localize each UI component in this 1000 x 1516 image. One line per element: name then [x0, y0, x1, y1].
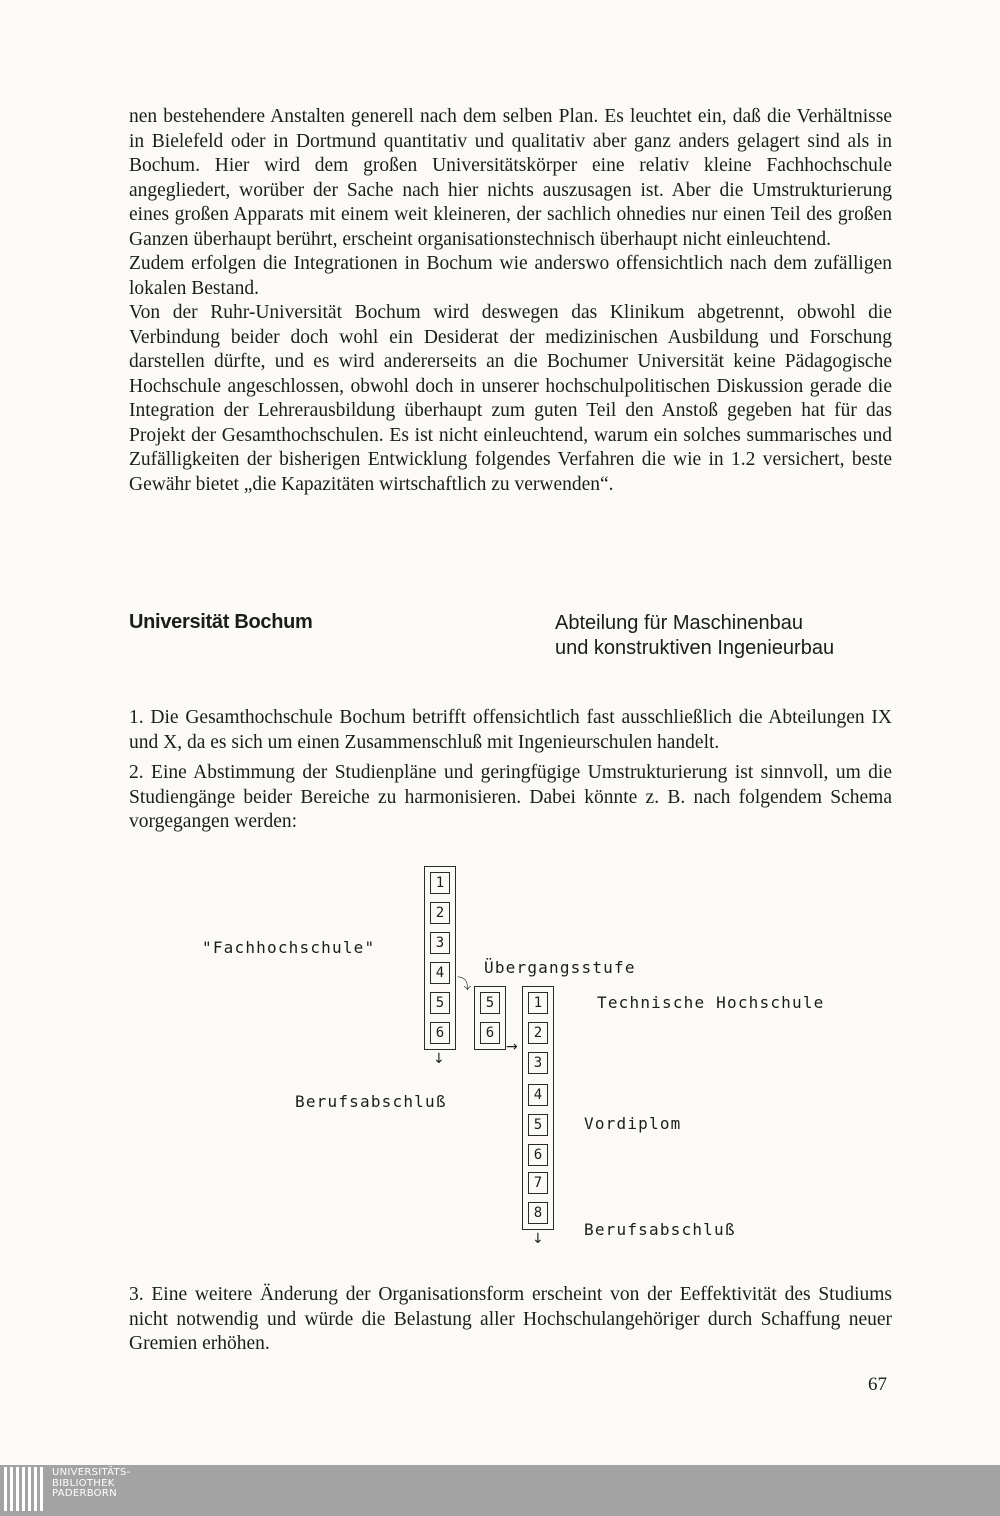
- fh-semester-box: 4: [430, 962, 450, 984]
- point-1: [129, 706, 892, 755]
- fh-semester-box: 6: [430, 1022, 450, 1044]
- technische-hochschule-label: Technische Hochschule: [597, 993, 825, 1012]
- transition-semester-box: 5: [480, 992, 500, 1014]
- fh-semester-box: 2: [430, 902, 450, 924]
- fachhochschule-label: "Fachhochschule": [202, 938, 376, 957]
- library-name-line-1: UNIVERSITÄTS-: [52, 1467, 131, 1478]
- department-line-1: Abteilung für Maschinenbau: [555, 612, 803, 634]
- th-semester-box: 6: [528, 1144, 548, 1166]
- library-name-line-3: PADERBORN: [52, 1488, 117, 1499]
- transition-arrow-icon: ⤵: [457, 977, 471, 993]
- point-1-text: 1. Die Gesamthochschule Bochum betrifft offensichtlich fast ausschließlich die Abteilungen IX und X, da es sich um einen Zusammenschluß mit Ingenieurschulen handelt.: [129, 707, 892, 753]
- th-semester-box: 1: [528, 992, 548, 1014]
- section-heading-department: [555, 611, 834, 661]
- library-name: [52, 1468, 131, 1500]
- transition-semester-box: 6: [480, 1022, 500, 1044]
- fh-semester-box: 5: [430, 992, 450, 1014]
- th-entry-arrow-icon: →: [506, 1039, 518, 1055]
- th-semester-box: 7: [528, 1172, 548, 1194]
- body-text-top: [129, 105, 892, 497]
- library-logo-icon: [0, 1467, 48, 1513]
- library-name-line-2: BIBLIOTHEK: [52, 1477, 115, 1489]
- library-footer: [0, 1465, 1000, 1516]
- uebergangsstufe-label: Übergangsstufe: [484, 958, 636, 977]
- department-line-2: und konstruktiven Ingenieurbau: [555, 637, 835, 659]
- fh-semester-box: 3: [430, 932, 450, 954]
- berufsabschluss-fh-label: Berufsabschluß: [295, 1092, 447, 1111]
- th-semester-box: 5: [528, 1114, 548, 1136]
- th-semester-box: 8: [528, 1202, 548, 1224]
- fh-semester-box: 1: [430, 872, 450, 894]
- paragraph-3: Von der Ruhr-Universität Bochum wird deswegen das Klinikum abgetrennt, obwohl die Verbindung beider doch wohl ein Desiderat der medizinischen Ausbildung und Forschung darstellen dürfte, und es wird andererseits an die Bochumer Universität keine Pädagogische Hochschule angeschlossen, obwohl doch in unserer hochschulpolitischen Diskussion gerade die Integration der Lehrerausbildung überhaupt zum guten Teil den Anstoß gegeben hat für das Projekt der Gesamthochschulen. Es ist nicht einleuchtend, warum ein solches summarisches und Zufälligkeiten der bisherigen Entwicklung folgendes Verfahren die wie in 1.2 versichert, beste Gewähr bietet „die Kapazitäten wirtschaftlich zu verwenden“.: [129, 302, 892, 495]
- fh-down-arrow-icon: ↓: [433, 1051, 445, 1067]
- point-3: [129, 1283, 892, 1357]
- th-semester-box: 3: [528, 1052, 548, 1074]
- th-semester-box: 2: [528, 1022, 548, 1044]
- section-heading-university: Universität Bochum: [129, 611, 313, 633]
- paragraph-1: nen bestehendere Anstalten generell nach dem selben Plan. Es leuchtet ein, daß die Verhältnisse in Bielefeld oder in Dortmund quantitativ und qualitativ aber ganz anders gelagert sind als in Bochum. Hier wird dem großen Universitätskörper eine relativ kleine Fachhochschule angegliedert, worüber der Sache nach hier nichts auszusagen ist. Aber die Umstrukturierung eines großen Apparats mit einem weit kleineren, der sachlich ohnedies nur einen Teil des großen Ganzen überhaupt berührt, erscheint organisationstechnisch überhaupt nicht einleuchtend.: [129, 106, 892, 250]
- vordiplom-label: Vordiplom: [584, 1114, 682, 1133]
- th-semester-box: 4: [528, 1084, 548, 1106]
- th-down-arrow-icon: ↓: [532, 1231, 544, 1247]
- point-2: [129, 761, 892, 835]
- point-2-text: 2. Eine Abstimmung der Studienpläne und geringfügige Umstrukturierung ist sinnvoll, um die Studiengänge beider Bereiche zu harmonisieren. Dabei könnte z. B. nach folgendem Schema vorgegangen werden:: [129, 762, 892, 832]
- point-3-text: 3. Eine weitere Änderung der Organisationsform erscheint von der Eeffektivität des Studiums nicht notwendig und würde die Belastung aller Hochschulangehöriger durch Schaffung neuer Gremien erhöhen.: [129, 1284, 892, 1354]
- page-number: 67: [868, 1374, 887, 1395]
- berufsabschluss-th-label: Berufsabschluß: [584, 1220, 736, 1239]
- paragraph-2: Zudem erfolgen die Integrationen in Bochum wie anderswo offensichtlich nach dem zufälligen lokalen Bestand.: [129, 253, 892, 299]
